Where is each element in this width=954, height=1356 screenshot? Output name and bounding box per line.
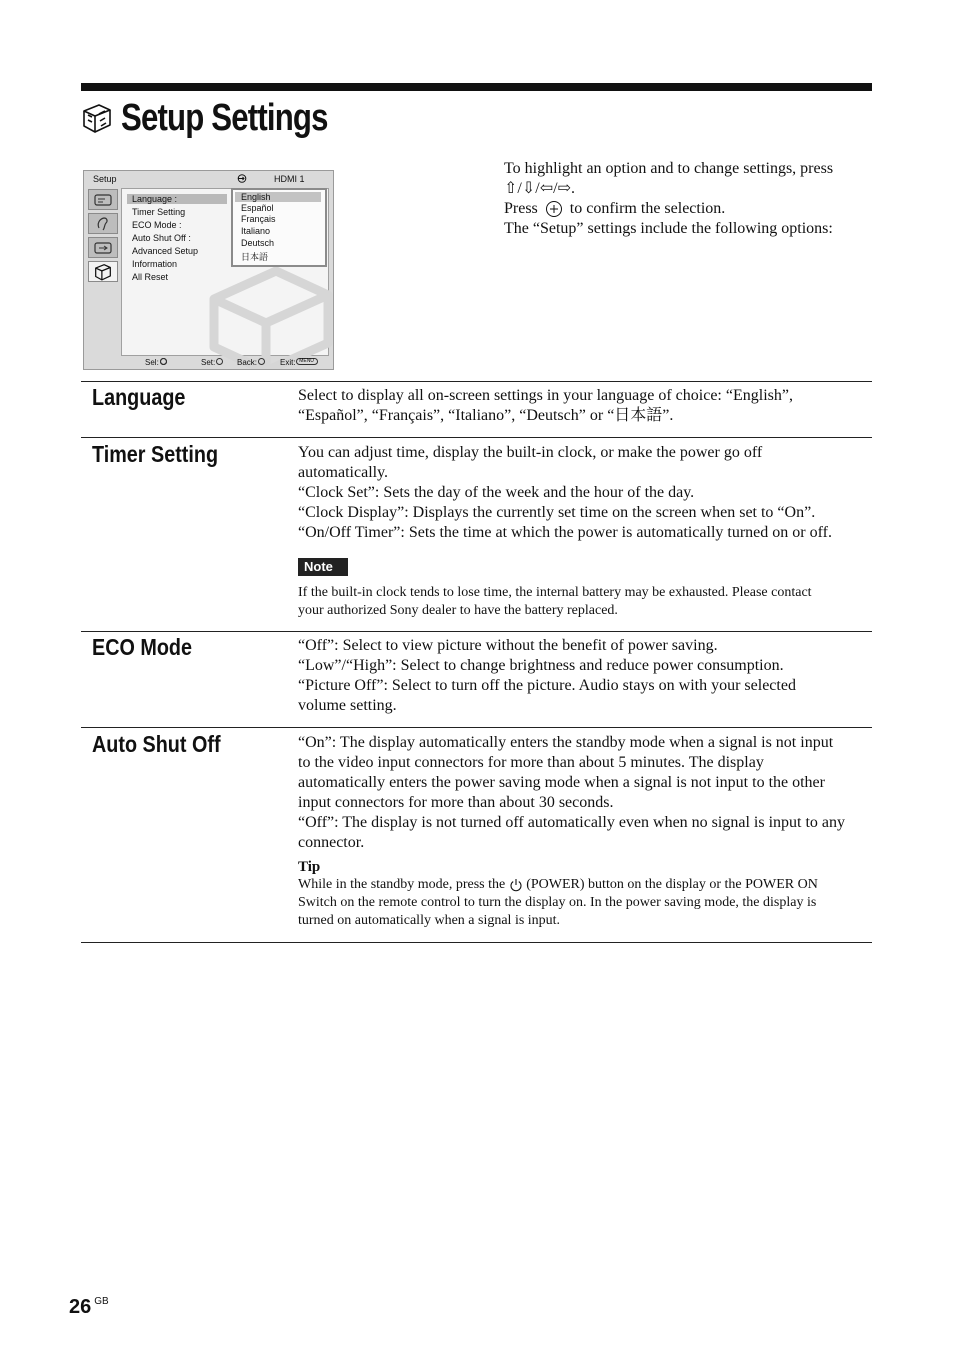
table-rule-language [81,437,872,438]
setup-menu-screenshot [83,170,334,370]
timer-note-line: If the built-in clock tends to lose time, the internal battery may be exhausted. Please contact [298,585,812,600]
timer-line: “Clock Display”: Displays the currently set time on the screen when set to “On”. [298,504,816,521]
timer-note-line: your authorized Sony dealer to have the battery replaced. [298,603,618,618]
right-key-icon [160,358,167,365]
tip-line [298,876,876,894]
intro-line-1: To highlight an option and to change settings, press [504,160,834,177]
page-number [69,1296,109,1319]
autoshut-line: automatically enters the power saving mode when a signal is not input to the other [298,774,825,791]
page-number-value: 26 [69,1296,92,1318]
osd-item-information: Information [132,259,178,269]
input-icon [236,174,248,183]
osd-menu-title: Setup [93,174,117,184]
section-body-timer [298,443,876,620]
osd-item-allreset: All Reset [132,272,169,282]
section-heading-language: Language [92,384,186,410]
eco-line: “Off”: Select to view picture without the benefit of power saving. [298,637,718,654]
page-title-row [81,94,373,142]
osd-language-popup [231,188,327,267]
back-key-icon [258,358,265,365]
timer-line: “On/Off Timer”: Sets the time at which the power is automatically turned on or off. [298,524,832,541]
osd-option-deutsch: Deutsch [241,238,275,248]
intro-press-prefix: Press [504,200,538,217]
tip-body [298,876,876,930]
timer-line: You can adjust time, display the built-in clock, or make the power go off [298,444,763,461]
timer-line: “Clock Set”: Sets the day of the week and the hour of the day. [298,484,695,501]
picture-tab-icon [88,189,118,210]
autoshut-line: “Off”: The display is not turned off automatically even when no signal is input to any [298,814,845,831]
osd-sel-label: Sel: [145,358,159,367]
table-rule-top [81,381,872,382]
osd-exit-label: Exit: [280,358,296,367]
section-body-autoshut [298,733,876,930]
section-body-language [298,386,876,426]
autoshut-line: to the video input connectors for more than about 5 minutes. The display [298,754,764,771]
osd-option-espanol: Español [241,203,274,213]
intro-press-line [504,199,874,219]
set-key-icon [216,358,223,365]
osd-item-timer: Timer Setting [132,207,186,217]
section-heading-autoshut: Auto Shut Off [92,731,221,757]
osd-item-language: Language : [127,194,227,204]
note-badge: Note [298,558,348,576]
section-heading-eco: ECO Mode [92,634,193,660]
page-title: Setup Settings [121,96,328,139]
table-rule-eco [81,727,872,728]
osd-item-advanced: Advanced Setup [132,246,199,256]
autoshut-line: connector. [298,834,365,851]
osd-footer-set [201,358,215,367]
timer-line: automatically. [298,464,389,481]
osd-item-autoshut: Auto Shut Off : [132,233,191,243]
osd-header [84,171,333,186]
power-icon [509,878,523,892]
enter-button-icon [545,200,563,218]
tip-line-prefix: While in the standby mode, press the [298,877,506,892]
screen-tab-icon [88,237,118,258]
intro-line-3: The “Setup” settings include the following options: [504,220,833,237]
osd-back-label: Back: [237,358,258,367]
osd-item-eco: ECO Mode : [132,220,182,230]
table-rule-bottom [81,942,872,943]
tip-heading: Tip [298,859,321,875]
intro-press-suffix: to confirm the selection. [569,200,726,217]
page-number-suffix: GB [94,1296,109,1307]
intro-text [504,159,874,239]
menu-key-icon: MENU [296,358,318,365]
note-badge-wrap [298,557,876,577]
eco-line: “Picture Off”: Select to turn off the picture. Audio stays on with your selected [298,677,796,694]
timer-note [298,584,876,620]
osd-input-label: HDMI 1 [274,174,305,184]
osd-option-english: English [235,192,321,202]
osd-footer-sel [145,358,159,367]
osd-set-label: Set: [201,358,216,367]
autoshut-line: “On”: The display automatically enters the standby mode when a signal is not input [298,734,834,751]
osd-footer-back [237,358,257,367]
eco-line: volume setting. [298,697,397,714]
tip-line: Switch on the remote control to turn the display on. In the power saving mode, the display is [298,895,817,910]
autoshut-line: input connectors for more than about 30 seconds. [298,794,614,811]
section-heading-timer: Timer Setting [92,441,219,467]
eco-line: “Low”/“High”: Select to change brightness and reduce power consumption. [298,657,784,674]
section-body-eco [298,636,876,716]
language-line: “Español”, “Français”, “Italiano”, “Deutsch” or “日本語”. [298,407,674,424]
table-rule-timer [81,631,872,632]
setup-tab-icon [88,261,118,282]
tip-line-suffix: (POWER) button on the display or the POWER ON [526,877,818,892]
osd-option-japanese: 日本語 [241,252,269,262]
language-line: Select to display all on-screen settings in your language of choice: “English”, [298,387,793,404]
intro-arrows: ⇧/⇩/⇦/⇨. [504,180,575,197]
osd-footer [84,358,333,370]
osd-option-francais: Français [241,214,276,224]
osd-option-italiano: Italiano [241,226,271,236]
osd-footer-exit [280,358,314,367]
osd-tabs [88,187,121,287]
setup-toolbox-icon [81,102,113,134]
top-rule [81,83,872,91]
tip-line: turned on automatically when a signal is input. [298,913,561,928]
setup-watermark-icon [206,259,334,370]
sound-tab-icon [88,213,118,234]
